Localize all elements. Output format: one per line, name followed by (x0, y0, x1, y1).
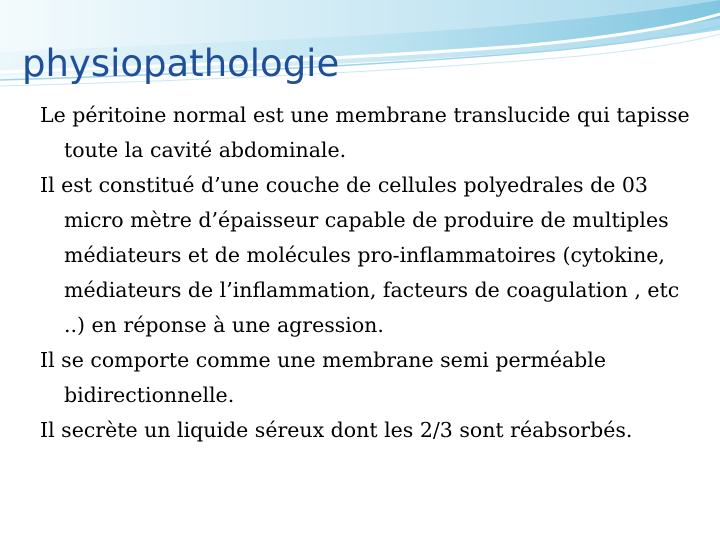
paragraph: Il secrète un liquide séreux dont les 2/3 sont réabsorbés. (40, 418, 633, 442)
paragraph: Il se comporte comme une membrane semi perméable bidirectionnelle. (40, 348, 606, 407)
slide-body (40, 98, 700, 448)
paragraph: Le péritoine normal est une membrane translucide qui tapisse toute la cavité abdominale. (40, 103, 690, 162)
slide-title: physiopathologie (22, 42, 340, 85)
paragraph: Il est constitué d’une couche de cellules polyedrales de 03 micro mètre d’épaisseur capable de produire de multiples médiateurs et de molécules pro-inflammatoires (cytokine, médiateurs de l’inflammation, facteurs de coagulation , etc ..) en réponse à une agression. (40, 173, 680, 337)
